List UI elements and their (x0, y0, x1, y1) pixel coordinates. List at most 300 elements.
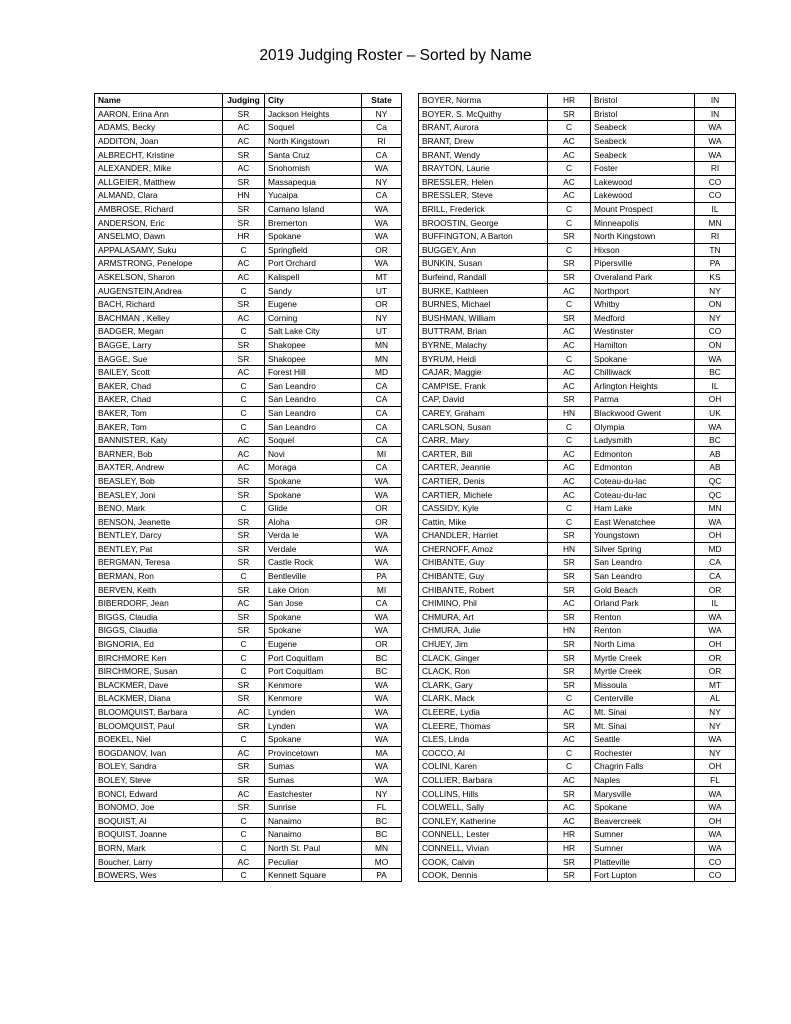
cell-name: BRANT, Aurora (419, 121, 548, 135)
table-row (419, 855, 736, 869)
cell-city: Spokane (591, 800, 695, 814)
cell-judging: C (548, 297, 591, 311)
cell-name: CAP, David (419, 393, 548, 407)
table-row (419, 393, 736, 407)
cell-state: WA (362, 678, 402, 692)
cell-city: Myrtle Creek (591, 664, 695, 678)
cell-name: BAKER, Tom (95, 406, 223, 420)
cell-judging: SR (223, 175, 265, 189)
cell-judging: AC (548, 447, 591, 461)
table-row (419, 692, 736, 706)
cell-name: BONOMO, Joe (95, 800, 223, 814)
cell-name: CARTIER, Denis (419, 474, 548, 488)
cell-city: Verdale (265, 542, 362, 556)
cell-name: CHIBANTE, Robert (419, 583, 548, 597)
table-row (95, 610, 402, 624)
cell-judging: AC (223, 461, 265, 475)
table-row (95, 107, 402, 121)
cell-name: BAGGE, Larry (95, 338, 223, 352)
cell-judging: AC (223, 161, 265, 175)
table-row (419, 705, 736, 719)
table-row (95, 746, 402, 760)
table-row (95, 148, 402, 162)
cell-city: North Kingstown (591, 229, 695, 243)
table-row (419, 243, 736, 257)
table-row (419, 678, 736, 692)
cell-city: Massapequa (265, 175, 362, 189)
cell-judging: SR (548, 270, 591, 284)
cell-city: Minneapolis (591, 216, 695, 230)
cell-state: OR (362, 501, 402, 515)
cell-state: MT (695, 678, 736, 692)
table-row (419, 189, 736, 203)
cell-name: BOEKEL, Niel (95, 732, 223, 746)
cell-name: CHMURA, Julie (419, 624, 548, 638)
cell-judging: SR (223, 624, 265, 638)
cell-state: WA (362, 760, 402, 774)
cell-judging: C (223, 379, 265, 393)
roster-table-right (418, 93, 736, 882)
cell-judging: C (548, 501, 591, 515)
cell-judging: SR (223, 542, 265, 556)
cell-city: Westinster (591, 325, 695, 339)
cell-city: Provincetown (265, 746, 362, 760)
cell-judging: AC (548, 732, 591, 746)
cell-city: Coteau-du-lac (591, 488, 695, 502)
table-row (419, 134, 736, 148)
cell-name: BIRCHMORE, Susan (95, 664, 223, 678)
cell-city: Spokane (265, 624, 362, 638)
table-row (419, 257, 736, 271)
cell-city: Naples (591, 773, 695, 787)
cell-judging: C (223, 420, 265, 434)
cell-state: OR (362, 637, 402, 651)
cell-name: BYRUM, Heidi (419, 352, 548, 366)
cell-city: San Leandro (265, 420, 362, 434)
cell-judging: SR (223, 610, 265, 624)
cell-state: MT (362, 270, 402, 284)
table-row (95, 760, 402, 774)
cell-name: CARTIER, Michele (419, 488, 548, 502)
cell-city: Lynden (265, 705, 362, 719)
table-row (95, 814, 402, 828)
cell-name: CONLEY, Katherine (419, 814, 548, 828)
cell-city: Salt Lake City (265, 325, 362, 339)
table-row (419, 284, 736, 298)
cell-state: WA (695, 828, 736, 842)
cell-state: CA (362, 461, 402, 475)
table-row (419, 501, 736, 515)
cell-state: CA (362, 406, 402, 420)
cell-name: COLWELL, Sally (419, 800, 548, 814)
cell-judging: C (223, 732, 265, 746)
table-row (419, 420, 736, 434)
cell-state: ON (695, 338, 736, 352)
cell-judging: AC (548, 705, 591, 719)
cell-judging: C (548, 746, 591, 760)
table-row (95, 433, 402, 447)
cell-state: WA (695, 352, 736, 366)
cell-city: Kalispell (265, 270, 362, 284)
cell-state: MN (695, 501, 736, 515)
cell-name: AMBROSE, Richard (95, 202, 223, 216)
cell-name: ADDITON, Joan (95, 134, 223, 148)
cell-city: Foster (591, 161, 695, 175)
cell-name: BAKER, Chad (95, 379, 223, 393)
cell-judging: SR (548, 229, 591, 243)
cell-city: Arlington Heights (591, 379, 695, 393)
cell-state: KS (695, 270, 736, 284)
cell-state: CA (362, 596, 402, 610)
cell-state: OH (695, 529, 736, 543)
table-row (95, 855, 402, 869)
cell-name: AUGENSTEIN,Andrea (95, 284, 223, 298)
table-row (95, 651, 402, 665)
table-row (95, 352, 402, 366)
cell-judging: SR (223, 692, 265, 706)
cell-city: North St. Paul (265, 841, 362, 855)
cell-state: FL (362, 800, 402, 814)
table-row (419, 732, 736, 746)
cell-judging: AC (223, 787, 265, 801)
cell-judging: AC (548, 284, 591, 298)
table-row (419, 664, 736, 678)
cell-name: BADGER, Megan (95, 325, 223, 339)
cell-name: BERGMAN, Teresa (95, 556, 223, 570)
cell-name: ALEXANDER, Mike (95, 161, 223, 175)
cell-state: WA (695, 148, 736, 162)
cell-judging: AC (223, 257, 265, 271)
table-row (419, 379, 736, 393)
cell-judging: AC (548, 474, 591, 488)
cell-city: Peculiar (265, 855, 362, 869)
cell-judging: C (548, 760, 591, 774)
cell-state: IN (695, 107, 736, 121)
cell-judging: HR (548, 828, 591, 842)
table-row (95, 161, 402, 175)
cell-judging: SR (548, 107, 591, 121)
cell-judging: AC (548, 461, 591, 475)
cell-state: OR (362, 243, 402, 257)
cell-city: Forest Hill (265, 365, 362, 379)
cell-judging: SR (223, 760, 265, 774)
cell-judging: SR (548, 529, 591, 543)
cell-city: Spokane (265, 488, 362, 502)
cell-state: MI (362, 447, 402, 461)
cell-name: COLLINS, Hills (419, 787, 548, 801)
table-row (419, 868, 736, 882)
cell-name: BUTTRAM, Brian (419, 325, 548, 339)
table-row (95, 121, 402, 135)
cell-state: IL (695, 596, 736, 610)
cell-name: CONNELL, Lester (419, 828, 548, 842)
cell-state: OH (695, 814, 736, 828)
cell-judging: AC (223, 134, 265, 148)
cell-city: Chagrin Falls (591, 760, 695, 774)
cell-judging: AC (548, 596, 591, 610)
cell-name: BENO, Mark (95, 501, 223, 515)
table-row (419, 161, 736, 175)
cell-name: Cattin, Mike (419, 515, 548, 529)
cell-judging: SR (548, 664, 591, 678)
cell-name: BRILL, Frederick (419, 202, 548, 216)
cell-city: Soquel (265, 121, 362, 135)
cell-judging: SR (223, 773, 265, 787)
cell-name: ALBRECHT, Kristine (95, 148, 223, 162)
cell-city: Novi (265, 447, 362, 461)
cell-judging: SR (223, 297, 265, 311)
cell-city: North Kingstown (265, 134, 362, 148)
cell-state: RI (695, 229, 736, 243)
cell-judging: AC (548, 773, 591, 787)
cell-name: CLES, Linda (419, 732, 548, 746)
cell-city: Lakewood (591, 189, 695, 203)
cell-judging: SR (223, 719, 265, 733)
cell-judging: AC (223, 121, 265, 135)
cell-state: CA (362, 148, 402, 162)
table-row (419, 270, 736, 284)
cell-state: WA (362, 556, 402, 570)
cell-city: Aloha (265, 515, 362, 529)
cell-judging: C (223, 406, 265, 420)
cell-city: Blackwood Gwent (591, 406, 695, 420)
cell-name: CLACK, Ginger (419, 651, 548, 665)
cell-name: BRAYTON, Laurie (419, 161, 548, 175)
cell-city: Sandy (265, 284, 362, 298)
table-row (95, 624, 402, 638)
cell-name: BOYER, Norma (419, 94, 548, 108)
table-row (419, 365, 736, 379)
cell-state: IL (695, 379, 736, 393)
cell-judging: SR (548, 569, 591, 583)
table-row (95, 257, 402, 271)
table-row (419, 569, 736, 583)
cell-judging: SR (223, 352, 265, 366)
cell-name: CLACK, Ron (419, 664, 548, 678)
cell-state: BC (695, 433, 736, 447)
cell-name: BIGGS, Claudia (95, 610, 223, 624)
cell-name: BOQUIST, Joanne (95, 828, 223, 842)
cell-city: Shakopee (265, 352, 362, 366)
cell-name: BAXTER, Andrew (95, 461, 223, 475)
table-row (95, 637, 402, 651)
cell-name: COCCO, Al (419, 746, 548, 760)
cell-name: BONCI, Edward (95, 787, 223, 801)
table-row (95, 325, 402, 339)
cell-city: Missoula (591, 678, 695, 692)
cell-name: BENTLEY, Pat (95, 542, 223, 556)
cell-name: BENTLEY, Darcy (95, 529, 223, 543)
cell-name: BOYER, S. McQuithy (419, 107, 548, 121)
cell-state: IL (695, 202, 736, 216)
cell-state: WA (362, 229, 402, 243)
cell-judging: SR (223, 583, 265, 597)
cell-judging: C (548, 202, 591, 216)
cell-state: NY (362, 787, 402, 801)
cell-city: Eastchester (265, 787, 362, 801)
cell-name: Burfeind, Randall (419, 270, 548, 284)
table-row (419, 637, 736, 651)
cell-name: CARTER, Jeannie (419, 461, 548, 475)
cell-name: CARTER, Bill (419, 447, 548, 461)
cell-name: ALMAND, Clara (95, 189, 223, 203)
cell-city: Bremerton (265, 216, 362, 230)
cell-city: Port Orchard (265, 257, 362, 271)
cell-city: Spokane (591, 352, 695, 366)
cell-city: Parma (591, 393, 695, 407)
cell-state: BC (362, 651, 402, 665)
cell-city: Nanaimo (265, 828, 362, 842)
cell-name: BLOOMQUIST, Barbara (95, 705, 223, 719)
table-row (419, 461, 736, 475)
table-row (95, 134, 402, 148)
cell-city: Renton (591, 610, 695, 624)
cell-city: Sumas (265, 773, 362, 787)
cell-state: NY (362, 311, 402, 325)
cell-judging: C (223, 814, 265, 828)
cell-judging: SR (548, 651, 591, 665)
cell-state: CA (695, 556, 736, 570)
cell-name: CARLSON, Susan (419, 420, 548, 434)
cell-state: CA (695, 569, 736, 583)
table-row (95, 365, 402, 379)
page-title: 2019 Judging Roster – Sorted by Name (259, 47, 532, 64)
table-row (95, 501, 402, 515)
cell-judging: HR (548, 94, 591, 108)
table-row (419, 297, 736, 311)
cell-city: San Leandro (265, 379, 362, 393)
cell-city: Port Coquitlam (265, 664, 362, 678)
cell-state: WA (695, 515, 736, 529)
cell-judging: SR (223, 678, 265, 692)
cell-judging: C (223, 828, 265, 842)
cell-judging: AC (548, 814, 591, 828)
table-row (95, 841, 402, 855)
cell-state: WA (695, 841, 736, 855)
table-row (95, 175, 402, 189)
cell-city: Myrtle Creek (591, 651, 695, 665)
cell-name: CONNELL, Vivian (419, 841, 548, 855)
table-row (419, 338, 736, 352)
cell-city: Northport (591, 284, 695, 298)
cell-judging: AC (548, 800, 591, 814)
cell-state: RI (695, 161, 736, 175)
table-row (95, 243, 402, 257)
table-row (95, 583, 402, 597)
cell-judging: AC (548, 379, 591, 393)
cell-judging: C (548, 433, 591, 447)
cell-name: BAGGE, Sue (95, 352, 223, 366)
cell-name: COLLIER, Barbara (419, 773, 548, 787)
cell-judging: C (548, 216, 591, 230)
cell-name: CLARK, Mack (419, 692, 548, 706)
table-row (95, 800, 402, 814)
cell-state: WA (362, 488, 402, 502)
cell-name: BAKER, Tom (95, 420, 223, 434)
cell-city: East Wenatchee (591, 515, 695, 529)
cell-judging: HN (548, 624, 591, 638)
cell-judging: SR (548, 678, 591, 692)
table-row (95, 474, 402, 488)
cell-judging: SR (223, 202, 265, 216)
cell-judging: C (548, 352, 591, 366)
cell-state: WA (362, 692, 402, 706)
cell-city: Moraga (265, 461, 362, 475)
table-row (95, 461, 402, 475)
cell-state: WA (695, 121, 736, 135)
cell-city: Hamilton (591, 338, 695, 352)
cell-city: Pipersville (591, 257, 695, 271)
table-row (419, 719, 736, 733)
cell-state: NY (695, 719, 736, 733)
cell-city: Olympia (591, 420, 695, 434)
table-row (419, 624, 736, 638)
cell-state: CA (362, 393, 402, 407)
cell-state: WA (695, 800, 736, 814)
cell-state: WA (362, 542, 402, 556)
cell-city: Sumner (591, 828, 695, 842)
cell-name: APPALASAMY, Suku (95, 243, 223, 257)
cell-city: Coteau-du-lac (591, 474, 695, 488)
cell-state: CA (362, 189, 402, 203)
cell-city: Spokane (265, 229, 362, 243)
table-row (419, 433, 736, 447)
cell-city: Beavercreek (591, 814, 695, 828)
table-row (95, 664, 402, 678)
cell-city: Nanaimo (265, 814, 362, 828)
header-name: Name (95, 94, 223, 108)
cell-state: MO (362, 855, 402, 869)
table-row (95, 692, 402, 706)
table-row (419, 488, 736, 502)
table-row (95, 447, 402, 461)
cell-name: ASKELSON, Sharon (95, 270, 223, 284)
cell-city: San Leandro (591, 556, 695, 570)
cell-state: CA (362, 420, 402, 434)
cell-name: BURKE, Kathleen (419, 284, 548, 298)
cell-state: QC (695, 474, 736, 488)
cell-city: San Leandro (265, 406, 362, 420)
table-row (419, 746, 736, 760)
cell-judging: SR (223, 529, 265, 543)
cell-judging: AC (548, 338, 591, 352)
cell-city: Corning (265, 311, 362, 325)
cell-city: Soquel (265, 433, 362, 447)
table-row (419, 542, 736, 556)
cell-name: BACHMAN , Kelley (95, 311, 223, 325)
cell-city: Hixson (591, 243, 695, 257)
cell-state: NY (695, 284, 736, 298)
cell-judging: C (223, 868, 265, 882)
cell-state: WA (362, 719, 402, 733)
cell-judging: C (223, 243, 265, 257)
cell-judging: C (548, 121, 591, 135)
cell-state: CO (695, 325, 736, 339)
cell-state: UT (362, 325, 402, 339)
cell-judging: HN (223, 189, 265, 203)
cell-judging: AC (223, 746, 265, 760)
table-row (419, 352, 736, 366)
cell-state: WA (362, 474, 402, 488)
cell-state: PA (362, 868, 402, 882)
table-row (95, 828, 402, 842)
table-row (419, 828, 736, 842)
cell-name: BOLEY, Steve (95, 773, 223, 787)
cell-judging: C (223, 325, 265, 339)
cell-city: Sunrise (265, 800, 362, 814)
table-row (95, 297, 402, 311)
cell-state: PA (362, 569, 402, 583)
